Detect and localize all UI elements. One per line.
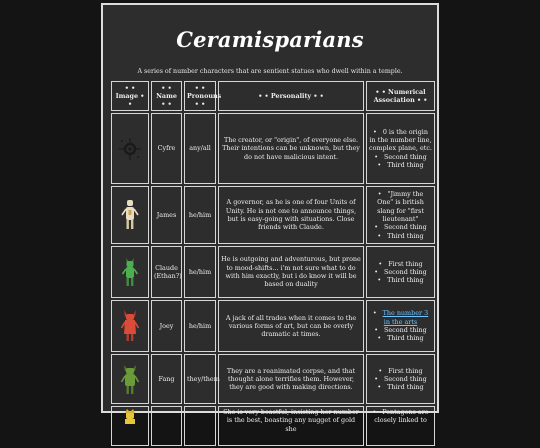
name-cell: Claude (Ethan?) xyxy=(151,246,182,298)
list-item: • First thing xyxy=(369,260,432,268)
name-cell xyxy=(151,406,182,446)
association-cell xyxy=(366,113,435,184)
yellow-statue-icon xyxy=(123,408,137,424)
table-row xyxy=(111,406,435,446)
association-cell xyxy=(366,246,435,298)
pronouns-cell: he/him xyxy=(184,246,216,298)
image-cell xyxy=(111,246,149,298)
name-cell: Joey xyxy=(151,300,182,352)
name-cell: James xyxy=(151,186,182,244)
header-name: • • Name • • xyxy=(151,81,182,111)
list-item: • First thing xyxy=(369,367,432,375)
list-item: • Third thing xyxy=(369,276,432,284)
joey-statue-icon xyxy=(120,308,140,344)
characters-table xyxy=(109,79,437,448)
association-cell xyxy=(366,406,435,446)
table-row xyxy=(111,300,435,352)
table-header-row xyxy=(111,81,435,111)
cyfre-statue-icon xyxy=(117,134,143,164)
number-3-arts-link[interactable]: The number 3 in the arts xyxy=(382,309,429,326)
list-item: • Third thing xyxy=(369,232,432,240)
page-panel xyxy=(101,3,439,433)
list-item: • Second thing xyxy=(369,375,432,383)
list-item: • Pentagons are closely linked to xyxy=(369,408,432,425)
page-subtitle: A series of number characters that are sentient statues who dwell within a temple. xyxy=(137,68,403,75)
image-cell xyxy=(111,113,149,184)
personality-cell: He is outgoing and adventurous, but prone to mood-shifts... i'm not sure what to do with him exactly, but i do know it will be based on duality xyxy=(218,246,364,298)
pronouns-cell: he/him xyxy=(184,300,216,352)
personality-cell: They are a reanimated corpse, and that thought alone terrifies them. However, they are good with making directions. xyxy=(218,354,364,404)
association-cell xyxy=(366,354,435,404)
association-cell xyxy=(366,300,435,352)
pronouns-cell: any/all xyxy=(184,113,216,184)
table-row xyxy=(111,113,435,184)
list-item: • 0 is the origin in the number line, complex plane, etc. xyxy=(369,128,432,153)
table-row xyxy=(111,246,435,298)
list-item: • Second thing xyxy=(369,326,432,334)
list-item: • Third thing xyxy=(369,383,432,391)
image-cell xyxy=(111,406,149,446)
page-title: Ceramisparians xyxy=(176,27,364,52)
pronouns-cell: they/them xyxy=(184,354,216,404)
list-item xyxy=(369,309,432,326)
header-image: • • Image • • xyxy=(111,81,149,111)
list-item: • Third thing xyxy=(369,334,432,342)
pronouns-cell xyxy=(184,406,216,446)
fang-statue-icon xyxy=(120,361,140,397)
james-statue-icon xyxy=(121,198,139,232)
association-cell xyxy=(366,186,435,244)
list-item: • Second thing xyxy=(369,268,432,276)
header-personality: • • Personality • • xyxy=(218,81,364,111)
list-item: • Second thing xyxy=(369,223,432,231)
image-cell xyxy=(111,354,149,404)
list-item: • "Jimmy the One" is british slang for "first lieutenant" xyxy=(369,190,432,223)
personality-cell: She is very boastful, insisting her number is the best, boasting any nugget of gold she xyxy=(218,406,364,446)
pronouns-cell: he/him xyxy=(184,186,216,244)
image-cell xyxy=(111,300,149,352)
personality-cell: The creator, or "origin", of everyone else. Their intentions can be unknown, but they do not have malicious intent. xyxy=(218,113,364,184)
header-pronouns: • • Pronouns • • xyxy=(184,81,216,111)
list-item: • Second thing xyxy=(369,153,432,161)
image-cell xyxy=(111,186,149,244)
header-association: • • Numerical Association • • xyxy=(366,81,435,111)
name-cell: Fang xyxy=(151,354,182,404)
table-row xyxy=(111,354,435,404)
personality-cell: A jack of all trades when it comes to the various forms of art, but can be overly dramatic at times. xyxy=(218,300,364,352)
name-cell: Cyfre xyxy=(151,113,182,184)
table-row xyxy=(111,186,435,244)
claude-statue-icon xyxy=(121,255,139,289)
list-item: • Third thing xyxy=(369,161,432,169)
personality-cell: A governor, as he is one of four Units of Unity. He is not one to announce things, but is easy-going with situations. Close friends with Claude. xyxy=(218,186,364,244)
